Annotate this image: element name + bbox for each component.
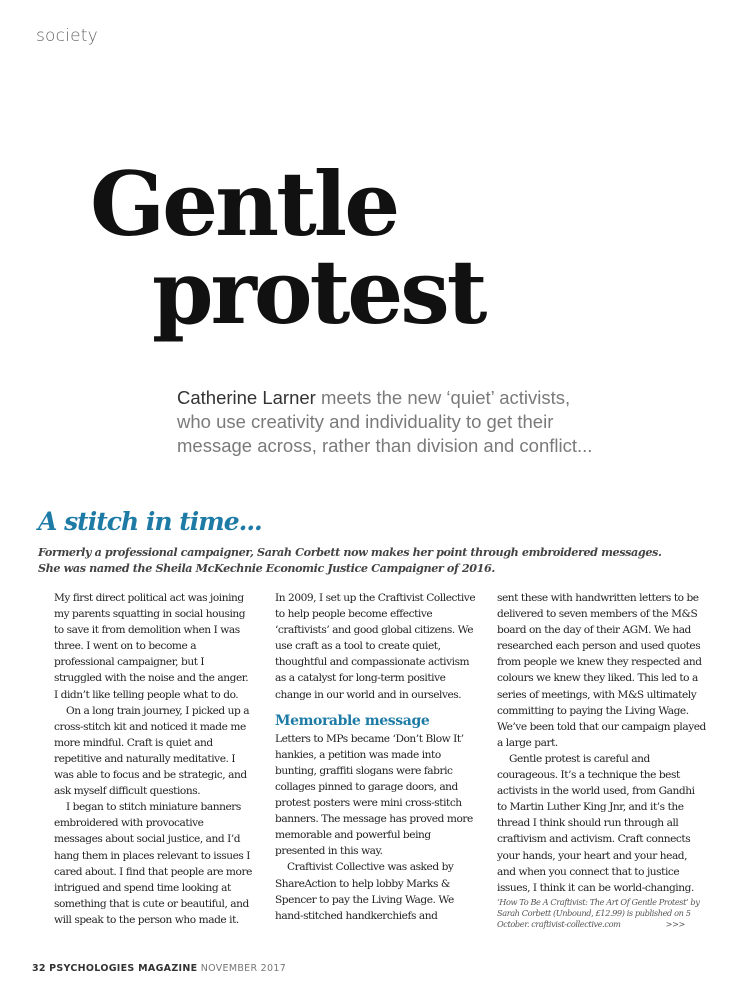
standfirst [177, 386, 697, 458]
headline-line-1: Gentle [90, 152, 398, 256]
article-column-1 [54, 590, 254, 928]
page-title [90, 152, 550, 344]
paragraph: sent these with handwritten letters to be delivered to seven members of the M&S board on the day of their AGM. We had researched each person and used quotes from people we knew they respected and colours we knew they liked. This led to a series of meetings, with M&S ultimately committing to paying the Living Wage. We’ve been told that our campaign played a large part. [497, 592, 706, 749]
credit-text: ‘How To Be A Craftivist: The Art Of Gentle Protest’ by Sarah Corbett (Unbound, £12.99) is published on 5 October. craftivist-collective.com [497, 896, 700, 929]
intro-line-1: Formerly a professional campaigner, Sarah Corbett now makes her point through embroidered messages. [38, 545, 662, 559]
article-intro [38, 544, 718, 576]
paragraph: Gentle protest is careful and courageous. It’s a technique the best activists in the world used, from Gandhi to Martin Luther King Jnr, and it’s the thread I think should run through all craftivism and activism. Craft connects your hands, your heart and your head, and when you connect that to justice issues, I think it can be world-changing. [497, 752, 695, 894]
magazine-name: PSYCHOLOGIES MAGAZINE [49, 963, 198, 974]
paragraph: In 2009, I set up the Craftivist Collective to help people become effective ‘craftivists’ and good global citizens. We use craft as a tool to create quiet, thoughtful and compassionate activism as a catalyst for long-term positive change in our world and in ourselves. [275, 592, 476, 701]
paragraph: On a long train journey, I picked up a cross-stitch kit and noticed it made me more mindful. Craft is quiet and repetitive and naturally meditative. I was able to focus and be strategic, and ask myself difficult questions. [54, 704, 250, 798]
article-column-3 [497, 590, 707, 930]
continue-arrow-icon: >>> [665, 918, 685, 929]
standfirst-line-1: meets the new ‘quiet’ activists, [315, 387, 571, 408]
paragraph: I began to stitch miniature banners embroidered with provocative messages about social justice, and I’d hang them in places relevant to issues I cared about. I find that people are more intrigued and spend time looking at something that is cute or beautiful, and will speak to the person who made it. [54, 801, 252, 926]
subheading: Memorable message [275, 712, 430, 729]
page-footer [32, 963, 286, 974]
paragraph: Letters to MPs became ‘Don’t Blow It’ hankies, a petition was made into bunting, graffiti slogans were fabric collages pinned to garage doors, and protest posters were mini cross-stitch banners. The message has proved more memorable and powerful being presented in this way. [275, 732, 473, 858]
article-column-2 [275, 590, 480, 924]
section-label: society [36, 26, 98, 46]
page-number: 32 [32, 963, 46, 974]
book-credit [497, 897, 707, 930]
paragraph: My first direct political act was joining my parents squatting in social housing to save it from demolition when I was three. I went on to become a professional campaigner, but I struggled with the noise and the anger. I didn’t like telling people what to do. [54, 592, 249, 701]
section-heading: A stitch in time... [38, 507, 262, 536]
headline-line-2: protest [152, 240, 485, 344]
standfirst-line-2: who use creativity and individuality to get their [177, 411, 554, 432]
byline: Catherine Larner [177, 387, 316, 408]
standfirst-line-3: message across, rather than division and conflict... [177, 435, 593, 456]
issue-date: NOVEMBER 2017 [200, 963, 287, 974]
paragraph: Craftivist Collective was asked by ShareAction to help lobby Marks & Spencer to pay the Living Wage. We hand-stitched handkerchiefs and [275, 861, 454, 922]
intro-line-2: She was named the Sheila McKechnie Economic Justice Campaigner of 2016. [38, 561, 495, 575]
